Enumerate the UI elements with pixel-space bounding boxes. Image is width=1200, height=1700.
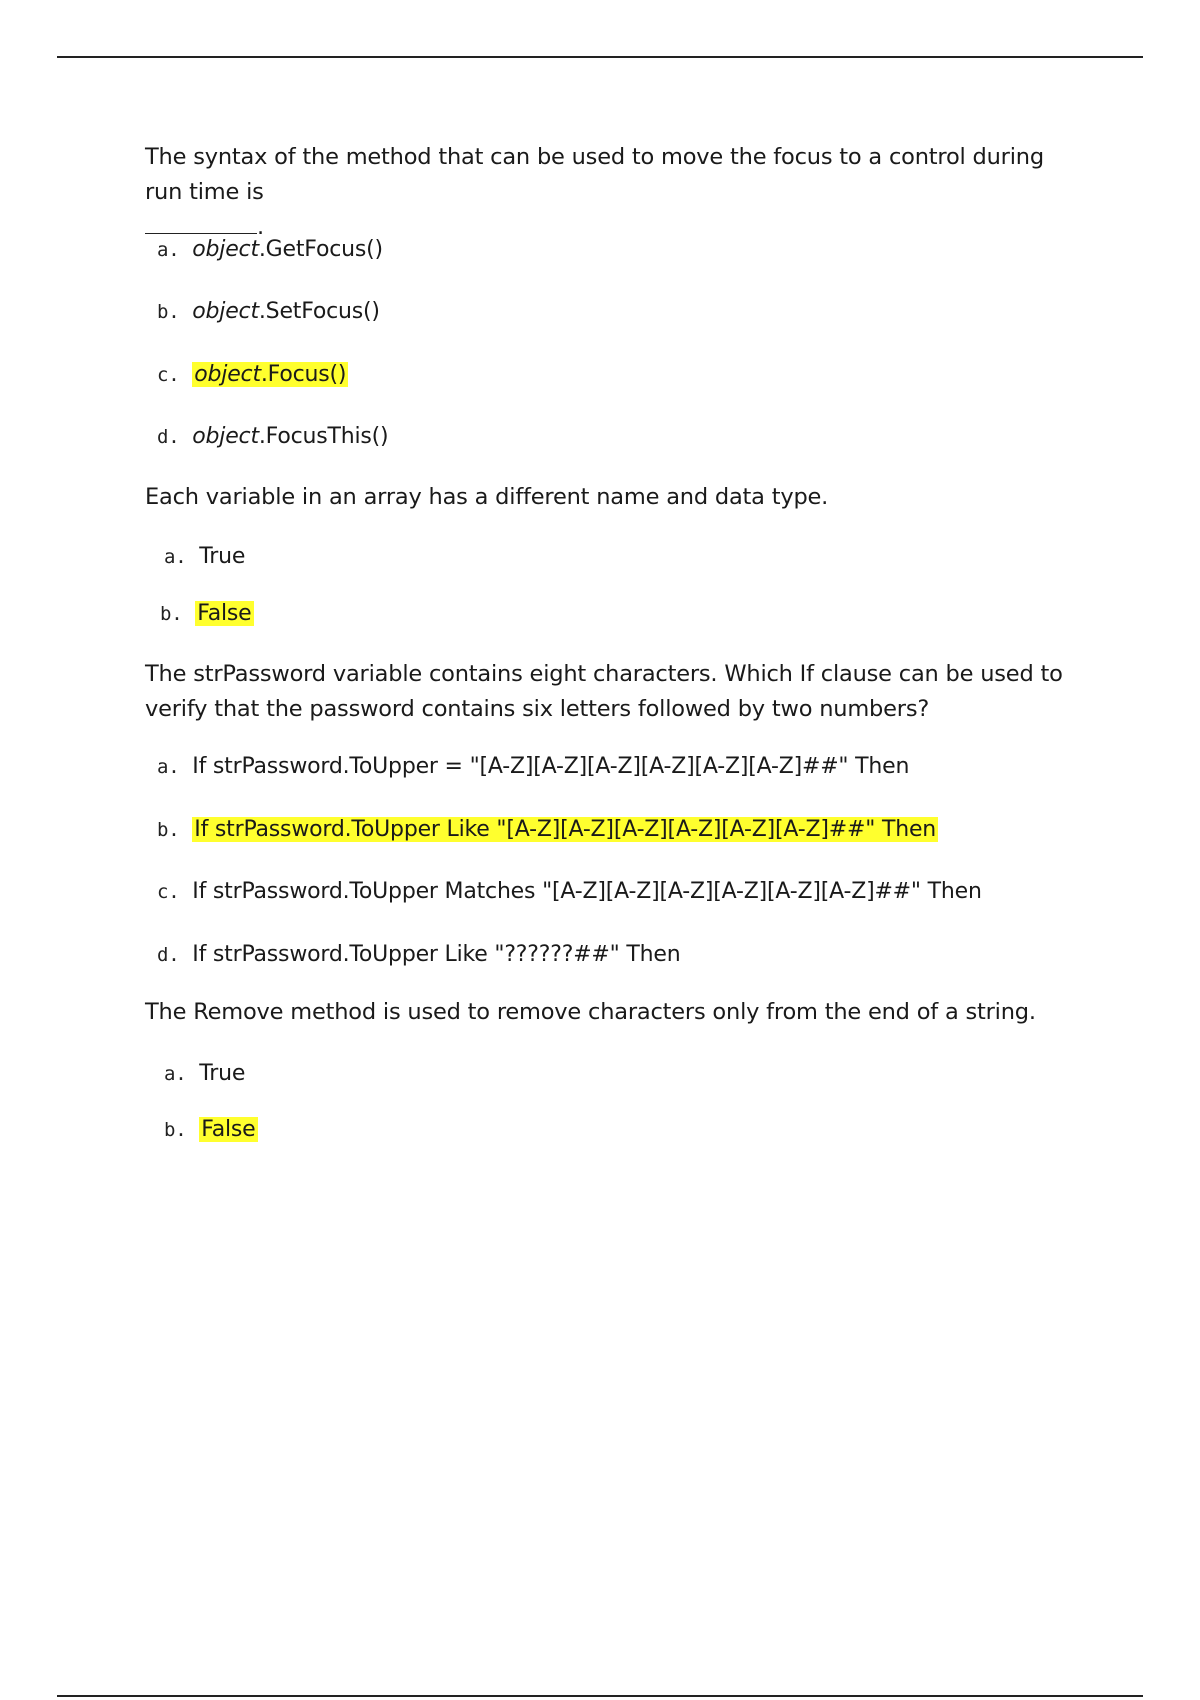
question-4-prompt [145,995,1085,1030]
answer-blank [145,219,257,234]
question-3-text: The strPassword variable contains eight characters. Which If clause can be used to verify that the password contains six letters followed by two numbers? [145,661,1063,722]
question-1-option-d [157,422,388,452]
question-1-option-b [157,297,380,327]
footer-rule [57,1695,1143,1697]
option-letter: d. [157,944,180,966]
question-3-option-b [157,815,938,845]
option-text: object.FocusThis() [192,424,389,449]
question-2-option-b [160,599,254,629]
option-letter: a. [164,546,187,568]
highlighted-answer: object.Focus() [194,362,347,387]
header-rule [57,56,1143,58]
question-3-prompt [145,657,1085,727]
question-4-option-b [164,1115,258,1145]
option-text: object.GetFocus() [192,237,383,262]
question-3-option-c [157,877,982,907]
option-letter: b. [160,603,183,625]
option-letter: c. [157,881,180,903]
option-letter: a. [164,1063,187,1085]
question-4-option-a [164,1059,245,1089]
question-3-option-a [157,752,909,782]
question-3-option-d [157,940,680,970]
question-1-text: The syntax of the method that can be used to move the focus to a control during run time is [145,144,1044,205]
highlighted-answer: False [201,1117,256,1142]
option-text: True [199,544,246,569]
option-letter: b. [164,1119,187,1141]
question-1-option-a [157,235,383,265]
question-4-text: The Remove method is used to remove characters only from the end of a string. [145,999,1036,1025]
question-2-option-a [164,542,245,572]
option-letter: c. [157,364,180,386]
option-letter: b. [157,819,180,841]
option-text: object.SetFocus() [192,299,380,324]
option-letter: b. [157,301,180,323]
question-1-option-c [157,360,348,390]
question-1-period: . [257,214,264,240]
option-letter: a. [157,239,180,261]
question-2-text: Each variable in an array has a different name and data type. [145,484,829,510]
option-letter: a. [157,756,180,778]
option-text: If strPassword.ToUpper = "[A-Z][A-Z][A-Z][A-Z][A-Z][A-Z]##" Then [192,754,910,779]
option-letter: d. [157,426,180,448]
option-text: If strPassword.ToUpper Matches "[A-Z][A-Z][A-Z][A-Z][A-Z][A-Z]##" Then [192,879,982,904]
highlighted-answer: False [197,601,252,626]
question-2-prompt [145,480,1085,515]
highlighted-answer: If strPassword.ToUpper Like "[A-Z][A-Z][A-Z][A-Z][A-Z][A-Z]##" Then [194,817,937,842]
option-text: True [199,1061,246,1086]
question-1-prompt [145,140,1085,245]
option-text: If strPassword.ToUpper Like "??????##" Then [192,942,681,967]
